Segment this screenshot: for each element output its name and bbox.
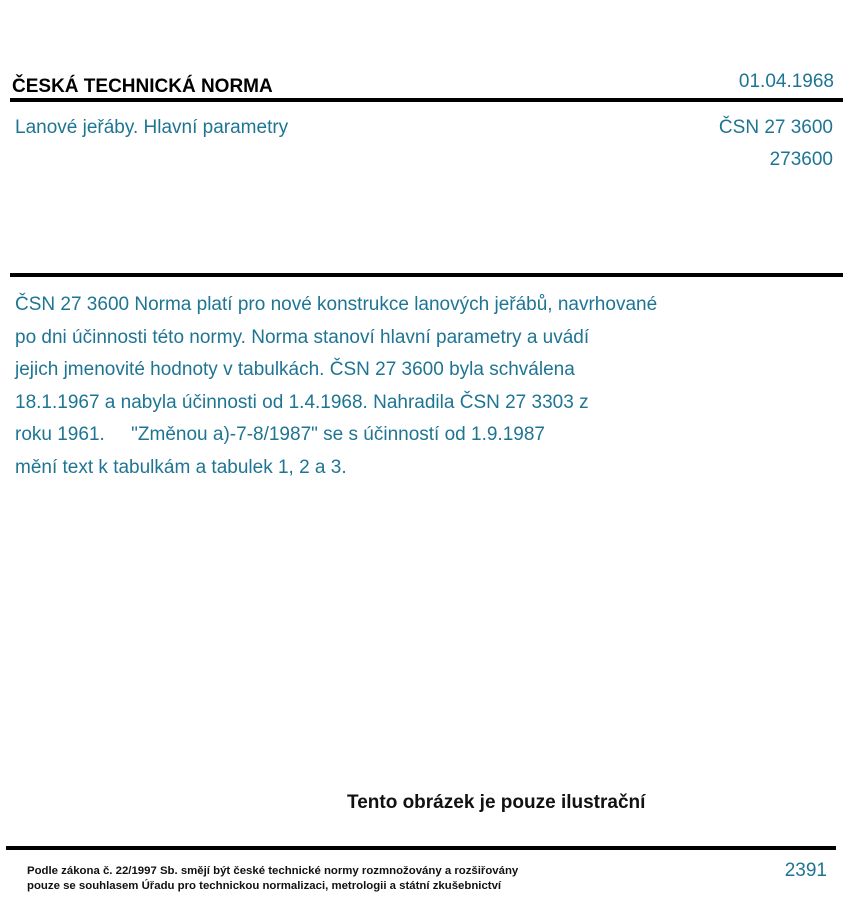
abstract-text [15, 289, 775, 485]
document-subtitle: Lanové jeřáby. Hlavní parametry [15, 117, 289, 138]
legal-notice-line: pouze se souhlasem Úřadu pro technickou normalizaci, metrologii a státní zkušebnictví [27, 880, 502, 892]
footer-divider [6, 846, 836, 850]
abstract-line: 18.1.1967 a nabyla účinnosti od 1.4.1968. Nahradila ČSN 27 3303 z [15, 391, 589, 413]
standard-code: ČSN 27 3600 [718, 117, 833, 138]
abstract-line: jejich jmenovité hodnoty v tabulkách. ČSN 27 3600 byla schválena [15, 359, 575, 381]
header-title: ČESKÁ TECHNICKÁ NORMA [12, 76, 273, 97]
abstract-line: mění text k tabulkám a tabulek 1, 2 a 3. [15, 456, 347, 478]
issue-date: 01.04.1968 [738, 71, 834, 92]
section-divider [10, 273, 843, 277]
legal-notice [27, 864, 518, 894]
standard-number: 273600 [769, 149, 833, 170]
illustration-note: Tento obrázek je pouze ilustrační [347, 792, 646, 813]
abstract-line: roku 1961. "Změnou a)-7-8/1987" se s účinností od 1.9.1987 [15, 424, 545, 446]
abstract-line: ČSN 27 3600 Norma platí pro nové konstrukce lanových jeřábů, navrhované [15, 294, 658, 315]
legal-notice-line: Podle zákona č. 22/1997 Sb. smějí být české technické normy rozmnožovány a rozšiřovány [27, 865, 519, 877]
header-divider [10, 98, 843, 102]
abstract-line: po dni účinnosti této normy. Norma stanoví hlavní parametry a uvádí [15, 326, 590, 348]
page-number: 2391 [784, 860, 827, 881]
